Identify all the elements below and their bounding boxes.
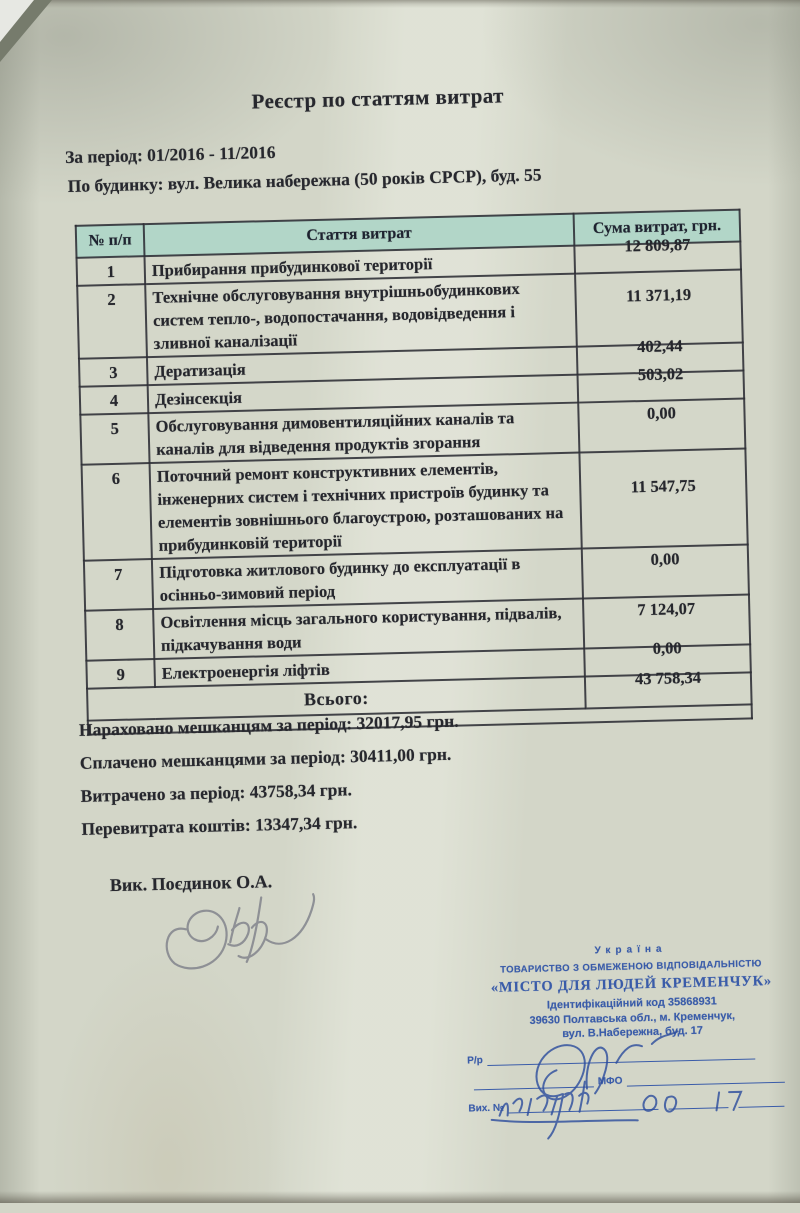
expense-amount: 0,00 [652, 637, 682, 658]
expense-amount-cell [574, 234, 741, 274]
expense-amount: 11 371,19 [625, 284, 692, 306]
expense-item-text: Технічне обслуговування внутрішньобудинкових систем тепло-, водопостачання, водовідведення і зливної каналізації [145, 274, 577, 357]
expense-amount: 402,44 [636, 335, 683, 356]
summary-overspend: Перевитрата коштів: 13347,34 грн. [81, 812, 358, 839]
document-title: Реєстр по статтям витрат [251, 83, 505, 114]
stamp-id-code: Ідентифікаційний код 35868931 [546, 995, 717, 1012]
expense-amount: 7 124,07 [637, 598, 696, 619]
expense-item-text: Електроенергія ліфтів [154, 649, 585, 687]
summary-spent: Витрачено за період: 43758,34 грн. [80, 779, 353, 806]
expense-item-text: Дезінсекція [148, 375, 579, 413]
expense-row-number: 2 [77, 284, 147, 359]
handwritten-signature-pencil [145, 876, 327, 980]
expense-item-text: Прибирання прибудинкової території [144, 246, 575, 284]
expense-row-number: 9 [86, 659, 155, 689]
expense-amount-cell [578, 399, 745, 453]
expense-amount: 503,02 [637, 363, 684, 384]
expense-amount: 0,00 [646, 402, 677, 423]
summary-paid: Сплачено мешканцями за період: 30411,00 грн. [79, 743, 452, 773]
expense-row-number: 4 [80, 385, 149, 415]
account-label: Р/р [467, 1055, 483, 1067]
expense-amount: 0,00 [650, 548, 680, 569]
total-label: Всього: [87, 677, 586, 721]
stamp-org-name: «МІСТО ДЛЯ ЛЮДЕЙ КРЕМЕНЧУК» [490, 973, 773, 996]
out-number-label: Вих. № [468, 1102, 505, 1115]
col-header-amount: Сума витрат, грн. [574, 210, 741, 246]
expense-amount-cell [582, 544, 749, 598]
total-amount: 43 758,34 [634, 667, 702, 688]
expense-item-text: Дератизація [147, 347, 578, 385]
executor-line: Вик. Поєдинок О.А. [109, 871, 273, 896]
expense-amount: 11 547,75 [630, 475, 697, 496]
expense-amount-cell [578, 363, 745, 403]
period-line: За період: 01/2016 - 11/2016 [64, 141, 276, 168]
expense-item-text: Поточний ремонт конструктивних елементів, інженерних систем і технічних пристроїв будинку та елементів зовнішнього благоустрою, розташованих на прибудинковій території [150, 453, 582, 559]
stamp-address-1: 39630 Полтавська обл., м. Кременчук, [529, 1009, 736, 1027]
stamp-country: Україна [594, 943, 667, 957]
expense-row-number: 3 [79, 357, 148, 387]
expense-item-text: Обслуговування димовентиляційних каналів та каналів для відведення продуктів згорання [148, 403, 579, 463]
expense-amount-cell [579, 449, 747, 549]
summary-accrued: Нараховано мешканцям за період: 32017,95 грн. [78, 710, 459, 740]
expense-row-number: 5 [80, 413, 149, 465]
col-header-number: № п/п [76, 224, 145, 258]
summary-block [79, 711, 462, 852]
total-amount-cell [585, 667, 752, 708]
handwritten-signature-ink [466, 1027, 789, 1145]
stamp-org-type: ТОВАРИСТВО З ОБМЕЖЕНОЮ ВІДПОВІДАЛЬНІСТЮ [500, 958, 762, 976]
expense-row-number: 6 [82, 463, 152, 561]
expense-row-number: 7 [84, 559, 153, 611]
expense-row-number: 8 [85, 609, 154, 661]
expense-item-text: Підготовка житлового будинку до експлуатації в осінньо-зимовий період [152, 549, 583, 609]
expense-row [82, 449, 748, 561]
building-line: По будинку: вул. Велика набережна (50 років СРСР), буд. 55 [67, 164, 542, 196]
mfo-label: МФО [597, 1075, 623, 1088]
col-header-item: Стаття витрат [144, 214, 575, 256]
expenses-table [75, 209, 753, 736]
stamp-address-2: вул. В.Набережна, буд. 17 [562, 1024, 704, 1041]
expense-amount: 12 809,87 [624, 234, 691, 255]
expense-row-number: 1 [77, 256, 146, 286]
expense-item-text: Освітлення місць загального користування, підвалів, підкачування води [153, 599, 584, 659]
